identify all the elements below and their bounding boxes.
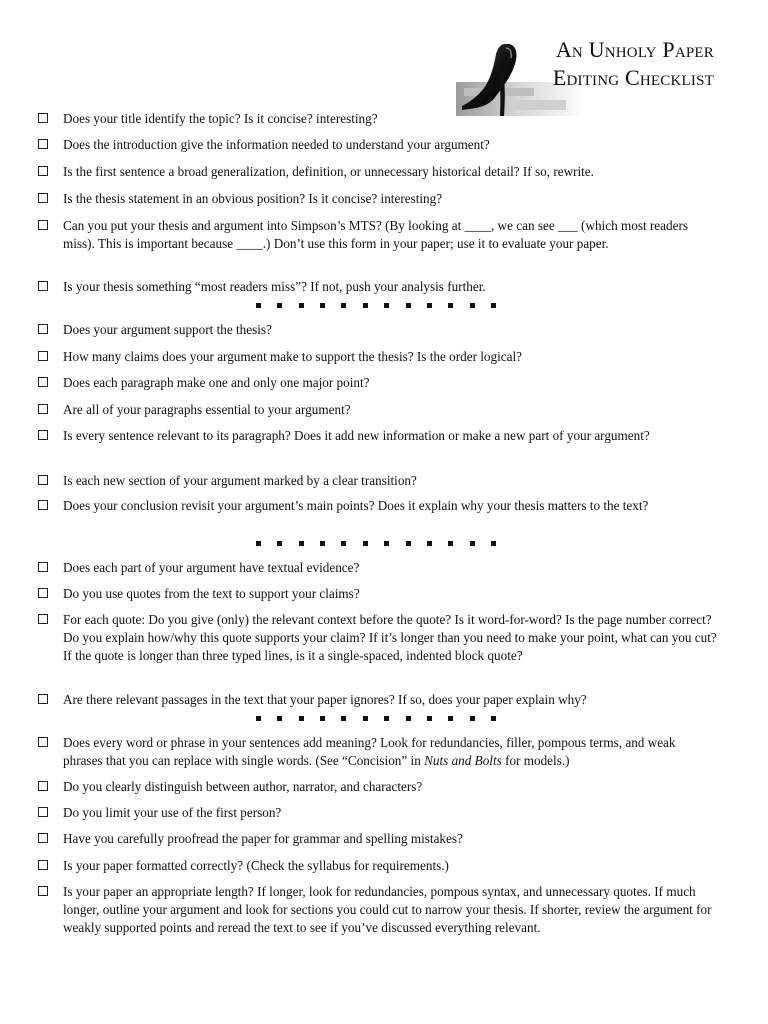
page-title [553, 36, 714, 92]
checkbox[interactable] [38, 220, 48, 230]
checklist-item [38, 611, 718, 665]
checkbox[interactable] [38, 404, 48, 414]
item-text: Does every word or phrase in your sentences add meaning? Look for redundancies, filler, pompous terms, and weak phrases that you can replace with single words. (See “Concision” in Nuts and Bolts for models.) [63, 735, 676, 768]
checklist-item [38, 427, 650, 445]
checkbox[interactable] [38, 166, 48, 176]
checkbox[interactable] [38, 807, 48, 817]
checklist-item [38, 278, 486, 296]
item-text: Is your thesis something “most readers miss”? If not, push your analysis further. [63, 279, 486, 294]
item-text: Is the first sentence a broad generalization, definition, or unnecessary historical detail? If so, rewrite. [63, 164, 594, 179]
item-text: Can you put your thesis and argument into Simpson’s MTS? (By looking at ____, we can see ___ (which most readers miss). This is important because ____.) Don’t use this form in your paper; use it to evaluate your paper. [63, 218, 688, 251]
item-text: Is the thesis statement in an obvious position? Is it concise? interesting? [63, 191, 443, 206]
title-line-1: An Unholy Paper [555, 37, 714, 62]
item-text: Do you clearly distinguish between author, narrator, and characters? [63, 779, 423, 794]
item-text: Is every sentence relevant to its paragraph? Does it add new information or make a new part of your argument? [63, 428, 650, 443]
checkbox[interactable] [38, 139, 48, 149]
checkbox[interactable] [38, 430, 48, 440]
checklist-item [38, 163, 594, 181]
checklist-item [38, 857, 449, 875]
checkbox[interactable] [38, 475, 48, 485]
item-text: For each quote: Do you give (only) the relevant context before the quote? Is it word-for-word? Is the page number correct? Do you explain how/why this quote supports your claim? If it’s longer than you need to make your point, what can you cut? If the quote is longer than three typed lines, is it a single-spaced, indented block quote? [63, 612, 717, 663]
checklist-item [38, 110, 378, 128]
item-text: Have you carefully proofread the paper for grammar and spelling mistakes? [63, 831, 463, 846]
item-text: Does each paragraph make one and only one major point? [63, 375, 370, 390]
item-text: Is your paper an appropriate length? If longer, look for redundancies, pompous syntax, and unnecessary quotes. If much longer, outline your argument and look for sections you could cut to narrow your thesis. If shorter, review the argument for weakly supported points and reread the text to see if you’ve discussed everything relevant. [63, 884, 712, 935]
item-text: Does your argument support the thesis? [63, 322, 272, 337]
checklist-item [38, 190, 442, 208]
checklist-item [38, 691, 587, 709]
section-divider [256, 303, 496, 309]
checkbox[interactable] [38, 500, 48, 510]
checkbox[interactable] [38, 886, 48, 896]
checkbox[interactable] [38, 193, 48, 203]
checklist-item [38, 734, 718, 770]
item-text: Does the introduction give the information needed to understand your argument? [63, 137, 490, 152]
item-text: Does each part of your argument have textual evidence? [63, 560, 360, 575]
section-divider [256, 541, 496, 547]
checklist-item [38, 804, 281, 822]
item-text: Are there relevant passages in the text that your paper ignores? If so, does your paper explain why? [63, 692, 587, 707]
item-text: Is each new section of your argument marked by a clear transition? [63, 473, 417, 488]
checklist-item [38, 559, 359, 577]
checklist-item [38, 778, 422, 796]
checkbox[interactable] [38, 694, 48, 704]
checkbox[interactable] [38, 737, 48, 747]
checklist-item [38, 217, 718, 253]
checkbox[interactable] [38, 113, 48, 123]
checkbox[interactable] [38, 781, 48, 791]
checklist-item [38, 348, 522, 366]
item-text: Do you limit your use of the first person? [63, 805, 282, 820]
checkbox[interactable] [38, 324, 48, 334]
checkbox[interactable] [38, 860, 48, 870]
section-divider [256, 716, 496, 722]
item-text: Do you use quotes from the text to support your claims? [63, 586, 360, 601]
checkbox[interactable] [38, 562, 48, 572]
checklist-item [38, 374, 370, 392]
item-text: Does your conclusion revisit your argument’s main points? Does it explain why your thesis matters to the text? [63, 498, 649, 513]
item-text: Is your paper formatted correctly? (Check the syllabus for requirements.) [63, 858, 449, 873]
checklist-item [38, 321, 272, 339]
checklist-item [38, 401, 351, 419]
checkbox[interactable] [38, 833, 48, 843]
checklist-item [38, 585, 360, 603]
checklist-item [38, 883, 718, 937]
checkbox[interactable] [38, 588, 48, 598]
item-text: Does your title identify the topic? Is it concise? interesting? [63, 111, 378, 126]
title-line-2: Editing Checklist [552, 65, 714, 90]
checkbox[interactable] [38, 351, 48, 361]
checklist-item [38, 497, 648, 515]
item-text: Are all of your paragraphs essential to your argument? [63, 402, 351, 417]
header [456, 36, 726, 120]
item-text: How many claims does your argument make to support the thesis? Is the order logical? [63, 349, 523, 364]
book-title: Nuts and Bolts [424, 753, 502, 768]
checklist-item [38, 830, 463, 848]
checkbox[interactable] [38, 377, 48, 387]
checkbox[interactable] [38, 281, 48, 291]
checklist-item [38, 136, 490, 154]
checklist-item [38, 472, 417, 490]
checkbox[interactable] [38, 614, 48, 624]
